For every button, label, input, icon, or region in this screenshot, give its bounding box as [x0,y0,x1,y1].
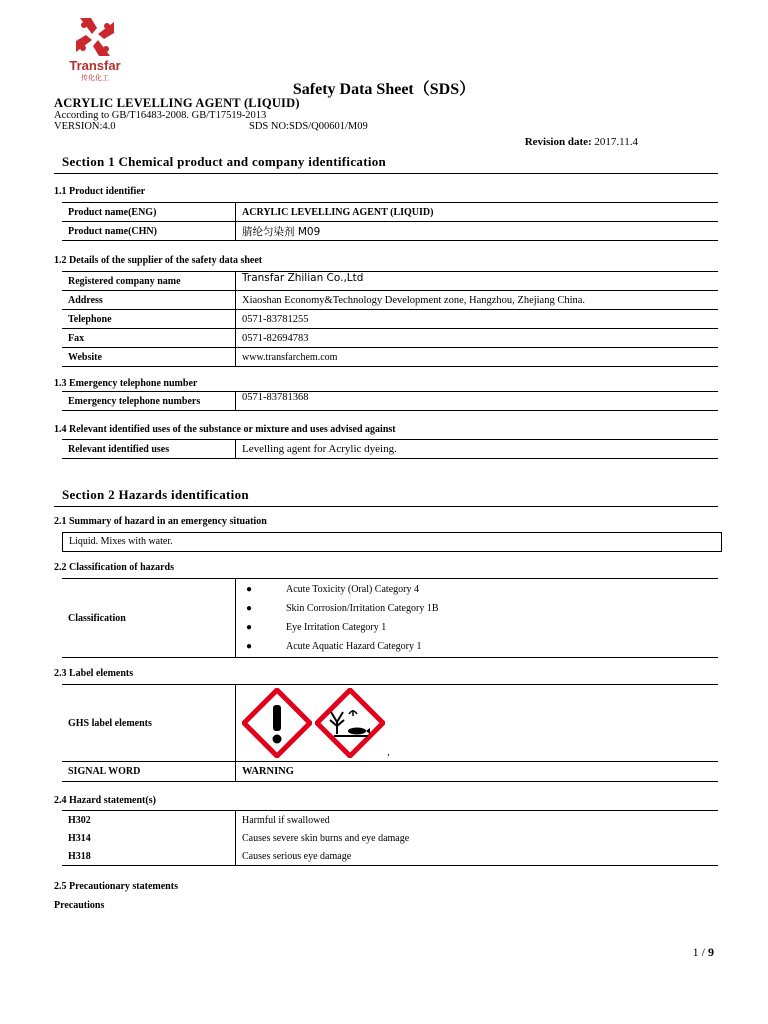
row-value: Levelling agent for Acrylic dyeing. [236,440,719,459]
logo-text: Transfar [69,58,121,73]
pictogram-separator: , [387,747,390,758]
subsection-1-2: 1.2 Details of the supplier of the safety data sheet [54,255,263,266]
label-elements-table [62,684,718,782]
product-title: ACRYLIC LEVELLING AGENT (LIQUID) [54,96,300,110]
row-value: 0571-83781368 [236,392,719,411]
subsection-2-2: 2.2 Classification of hazards [54,562,174,573]
table-row [62,579,718,658]
row-key: Website [62,348,236,367]
subsection-1-1: 1.1 Product identifier [54,186,146,197]
table-row [62,685,718,762]
row-key: Product name(CHN) [62,222,236,241]
uses-table [62,439,718,459]
bullet-icon: ● [246,622,253,633]
list-item [242,580,712,599]
subsection-2-3: 2.3 Label elements [54,668,134,679]
transfar-logo-icon [60,16,130,58]
version-line: VERSION:4.0 [54,121,116,132]
row-value: ACRYLIC LEVELLING AGENT (LIQUID) [236,203,719,222]
row-key: Product name(ENG) [62,203,236,222]
classification-text: Eye Irritation Category 1 [286,622,387,633]
section-2-heading: Section 2 Hazards identification [54,487,718,507]
section-1-heading: Section 1 Chemical product and company identification [54,154,718,174]
subsection-2-1: 2.1 Summary of hazard in an emergency situation [54,516,267,527]
bullet-icon: ● [246,584,253,595]
row-key: Emergency telephone numbers [62,392,236,411]
hazard-text: Causes serious eye damage [236,847,719,866]
product-identifier-table [62,202,718,241]
hazard-code: H314 [62,829,236,847]
bullet-icon: ● [246,641,253,652]
row-key: Telephone [62,310,236,329]
row-value: Xiaoshan Economy&Technology Development zone, Hangzhou, Zhejiang China. [236,291,719,310]
classification-text: Skin Corrosion/Irritation Category 1B [286,603,439,614]
according-line: According to GB/T16483-2008. GB/T17519-2013 [54,110,267,121]
revision-date [525,136,638,148]
website-link[interactable]: www.transfarchem.com [236,348,719,367]
table-row [62,762,718,782]
hazard-code: H302 [62,811,236,830]
table-row [62,811,718,830]
revision-label: Revision date: [524,136,592,148]
hazard-statements-table [62,810,718,866]
subsection-2-4: 2.4 Hazard statement(s) [54,795,156,806]
page-separator: / [698,945,708,959]
table-row [62,329,718,348]
table-row [62,310,718,329]
bullet-icon: ● [246,603,253,614]
ghs-pictograms [236,685,719,762]
list-item [242,618,712,637]
table-row [62,440,718,459]
table-row [62,829,718,847]
row-value: Transfar Zhilian Co.,Ltd [236,272,719,291]
hazard-code: H318 [62,847,236,866]
environment-pictogram-icon [315,688,385,758]
table-row [62,348,718,367]
table-row [62,392,718,411]
revision-value: 2017.11.4 [594,136,638,148]
table-row [62,272,718,291]
row-key: Relevant identified uses [62,440,236,459]
exclamation-pictogram-icon [242,688,312,758]
subsection-2-5: 2.5 Precautionary statements [54,881,178,892]
row-key: Registered company name [62,272,236,291]
signal-word: WARNING [236,762,719,782]
row-key: Fax [62,329,236,348]
list-item [242,637,712,656]
row-value: 腈纶匀染剂 M09 [236,222,719,241]
classification-text: Acute Toxicity (Oral) Category 4 [286,584,419,595]
row-value: 0571-83781255 [236,310,719,329]
hazard-summary-box: Liquid. Mixes with water. [62,532,722,552]
sds-number: SDS NO:SDS/Q00601/M09 [249,121,368,132]
table-row [62,203,718,222]
total-pages: 9 [708,945,714,959]
precautions-heading: Precautions [54,900,105,911]
table-row [62,291,718,310]
list-item [242,599,712,618]
page-number [693,945,714,960]
emergency-table [62,391,718,411]
subsection-1-3: 1.3 Emergency telephone number [54,378,198,389]
classification-table [62,578,718,658]
subsection-1-4: 1.4 Relevant identified uses of the substance or mixture and uses advised against [54,424,396,435]
classification-list [236,579,719,658]
hazard-text: Harmful if swallowed [236,811,719,830]
row-value: 0571-82694783 [236,329,719,348]
hazard-text: Causes severe skin burns and eye damage [242,832,410,844]
row-key: SIGNAL WORD [62,762,236,782]
supplier-table [62,271,718,367]
current-page: 1 [692,945,699,959]
logo-subtext: 传化化工 [81,74,109,82]
document-title: Safety Data Sheet（SDS） [292,81,476,98]
classification-text: Acute Aquatic Hazard Category 1 [286,641,422,652]
company-logo [60,16,130,82]
row-key: GHS label elements [62,685,236,762]
row-key: Classification [62,579,236,658]
table-row [62,222,718,241]
row-key: Address [62,291,236,310]
table-row [62,847,718,866]
